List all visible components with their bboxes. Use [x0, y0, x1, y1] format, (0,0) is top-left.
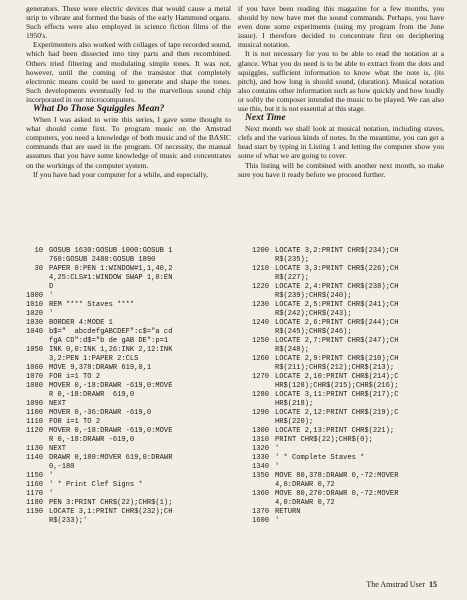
code-continuation: R$(248);: [275, 346, 310, 354]
line-number: 1030: [25, 319, 43, 327]
code-line: [18, 292, 172, 301]
line-number: 1350: [251, 472, 269, 480]
paragraph: It is not necessary for you to be able to read the notation at a glance. What you do need is to be able to extract from the dots and squiggles, sufficient information to know what the note is, (its pitch), and how long is should sound, (duration). Musical notation also contains other information such as how quickly and how loudly or softly the composer intended the music to be played. We can also use this, but it is not essential at this stage.: [238, 49, 444, 114]
code-line: [18, 409, 172, 418]
code-text: MOVER 0,-18:DRAWR -619,0:MOVE: [49, 382, 173, 390]
section-heading: Next Time: [245, 113, 286, 124]
line-number: 1300: [251, 427, 269, 435]
code-continuation: R 0,-18:DRAWR -619,0: [49, 436, 135, 444]
code-text: PEN 3:PRINT CHR$(22);CHR$(1);: [49, 499, 173, 507]
code-continuation: HR$(218);: [275, 400, 314, 408]
code-continuation: 760:GOSUB 2480:GOSUB 1890: [49, 256, 156, 264]
code-line: [18, 481, 172, 490]
code-continuation: R$(233);': [49, 517, 88, 525]
code-text: LOCATE 2,10:PRINT CHR$(214);C: [275, 373, 399, 381]
line-number: 1250: [251, 337, 269, 345]
code-text: PAPER 0:PEN 1:WINDOW#1,1,40,2: [49, 265, 173, 273]
code-line: [18, 373, 172, 382]
code-line: [18, 418, 172, 427]
line-number: 1270: [251, 373, 269, 381]
code-text: MOVE 80,378:DRAWR 0,-72:MOVER: [275, 472, 399, 480]
paragraph: generators. These were electric devices that would cause a metal strip to vibrate and formed the basis of the early Hammond organs. Such effects were also employed in science fiction films of the 1950's.: [26, 4, 231, 41]
code-line: [18, 247, 172, 265]
line-number: 1140: [25, 454, 43, 462]
code-line: [244, 373, 398, 391]
code-text: GOSUB 1630:GOSUB 1000:GOSUB 1: [49, 247, 173, 255]
line-number: 1290: [251, 409, 269, 417]
code-continuation: R 0,-18:DRAWR 619,0: [49, 391, 135, 399]
code-continuation: fgA CD":d$="b de gAB DE":p=1: [49, 337, 169, 345]
program-listing-right: [244, 247, 398, 526]
line-number: 1080: [25, 382, 43, 390]
code-text: LOCATE 3,1:PRINT CHR$(232);CH: [49, 508, 173, 516]
line-number: 1160: [25, 481, 43, 489]
code-text: LOCATE 2,4:PRINT CHR$(238);CH: [275, 283, 399, 291]
code-line: [18, 265, 172, 292]
code-text: BORDER 4:MODE 1: [49, 319, 113, 327]
paragraph: if you have been reading this magazine for a few months, you should by now have met the sound commands. Perhaps, you have even done some experiments (using my program from the June issue). I therefore decided to concentrate first on deciphering musical notation.: [238, 4, 444, 50]
code-line: [18, 319, 172, 328]
code-line: [18, 427, 172, 445]
line-number: 10: [34, 247, 43, 255]
code-line: [244, 265, 398, 283]
code-line: [244, 301, 398, 319]
program-listing-left: [18, 247, 172, 526]
line-number: 1310: [251, 436, 269, 444]
code-text: MOVER 0,-36:DRAWR -619,0: [49, 409, 152, 417]
section-heading: What Do Those Squiggles Mean?: [33, 104, 165, 115]
line-number: 1120: [25, 427, 43, 435]
code-text: ': [49, 472, 54, 480]
code-continuation: 4,0:DRAWR 0,72: [275, 481, 335, 489]
article-column-left: [26, 4, 231, 179]
line-number: 1040: [25, 328, 43, 336]
page-number: 15: [429, 580, 437, 589]
code-continuation: R$(245);CHR$(246);: [275, 328, 352, 336]
code-line: [244, 337, 398, 355]
code-text: NEXT: [49, 445, 67, 453]
line-number: 1000: [25, 292, 43, 300]
code-continuation: 0,-180: [49, 463, 75, 471]
code-line: [18, 472, 172, 481]
code-text: MOVE 9,378:DRAWR 619,0,1: [49, 364, 152, 372]
line-number: 1170: [25, 490, 43, 498]
code-line: [18, 382, 172, 400]
code-text: REM **** Staves ****: [49, 301, 135, 309]
code-continuation: 3,2:PEN 1:PAPER 2:CLS: [49, 355, 139, 363]
code-line: [18, 310, 172, 319]
line-number: 1070: [25, 373, 43, 381]
code-line: [244, 355, 398, 373]
code-line: [18, 364, 172, 373]
code-line: [244, 445, 398, 454]
line-number: 1360: [251, 490, 269, 498]
code-text: MOVE 80,270:DRAWR 0,-72:MOVER: [275, 490, 399, 498]
code-line: [18, 328, 172, 346]
code-text: FOR i=1 TO 2: [49, 418, 101, 426]
code-line: [18, 508, 172, 526]
code-text: DRAWR 0,180:MOVER 619,0:DRAWR: [49, 454, 173, 462]
code-line: [18, 490, 172, 499]
line-number: 1090: [25, 400, 43, 408]
code-line: [18, 400, 172, 409]
code-line: [244, 472, 398, 490]
code-text: LOCATE 3,2:PRINT CHR$(234);CH: [275, 247, 399, 255]
code-line: [244, 508, 398, 517]
code-text: LOCATE 3,3:PRINT CHR$(226);CH: [275, 265, 399, 273]
code-continuation: 4,25:CLS#1:WINDOW SWAP 1,0:EN: [49, 274, 173, 282]
code-line: [244, 454, 398, 463]
code-continuation: 4,0:DRAWR 0,72: [275, 499, 335, 507]
article-column-right: [238, 4, 444, 179]
code-line: [244, 490, 398, 508]
code-line: [244, 427, 398, 436]
code-line: [18, 301, 172, 310]
paragraph: Experimenters also worked with collages of tape recorded sound, which had been dissected into tiny parts and then recombined. Others tried filtering and modulating simple tones. It was not, however, until the coming of the transistor that completely electronic means could be used to generate and shape the tones. Such developments eventually led to the marvellous sound chip incorporated in our microcomputers.: [26, 40, 231, 104]
code-text: ': [275, 517, 280, 525]
code-text: FOR i=1 TO 2: [49, 373, 101, 381]
line-number: 1150: [25, 472, 43, 480]
page-footer: [366, 580, 437, 589]
line-number: 1010: [25, 301, 43, 309]
code-line: [244, 463, 398, 472]
code-line: [18, 346, 172, 364]
code-line: [244, 409, 398, 427]
code-text: LOCATE 2,6:PRINT CHR$(244);CH: [275, 319, 399, 327]
code-line: [244, 436, 398, 445]
paragraph: This listing will be combined with another next month, so make sure you have it ready before we proceed further.: [238, 160, 444, 179]
code-line: [244, 247, 398, 265]
code-text: LOCATE 2,9:PRINT CHR$(210);CH: [275, 355, 399, 363]
code-continuation: R$(211);CHR$(212);CHR$(213);: [275, 364, 395, 372]
line-number: 1340: [251, 463, 269, 471]
code-line: [18, 445, 172, 454]
line-number: 1060: [25, 364, 43, 372]
line-number: 1280: [251, 391, 269, 399]
code-continuation: R$(242);CHR$(243);: [275, 310, 352, 318]
code-line: [18, 454, 172, 472]
line-number: 1260: [251, 355, 269, 363]
line-number: 1190: [25, 508, 43, 516]
line-number: 1330: [251, 454, 269, 462]
line-number: 1370: [251, 508, 269, 516]
line-number: 1600: [251, 517, 269, 525]
line-number: 1020: [25, 310, 43, 318]
code-text: ': [275, 445, 280, 453]
code-text: ': [49, 292, 54, 300]
code-text: LOCATE 3,11:PRINT CHR$(217);C: [275, 391, 399, 399]
magazine-name: The Amstrad User: [366, 580, 425, 589]
line-number: 1100: [25, 409, 43, 417]
code-continuation: HR$(220);: [275, 418, 314, 426]
line-number: 1200: [251, 247, 269, 255]
line-number: 1050: [25, 346, 43, 354]
code-text: ': [275, 463, 280, 471]
code-continuation: R$(235);: [275, 256, 310, 264]
code-text: ': [49, 490, 54, 498]
code-text: NEXT: [49, 400, 67, 408]
code-text: b$=" abcdefgABCDEF":c$="a cd: [49, 328, 173, 336]
code-text: LOCATE 2,7:PRINT CHR$(247);CH: [275, 337, 399, 345]
code-continuation: R$(239);CHR$(240);: [275, 292, 352, 300]
code-line: [18, 499, 172, 508]
code-text: LOCATE 2,5:PRINT CHR$(241);CH: [275, 301, 399, 309]
code-line: [244, 319, 398, 337]
line-number: 1110: [25, 418, 43, 426]
line-number: 1180: [25, 499, 43, 507]
code-continuation: D: [49, 283, 54, 291]
paragraph: If you have had your computer for a while, and especially,: [33, 169, 208, 179]
line-number: 1130: [25, 445, 43, 453]
code-text: ' * Print Clef Signs *: [49, 481, 143, 489]
line-number: 1240: [251, 319, 269, 327]
code-line: [244, 283, 398, 301]
code-text: RETURN: [275, 508, 301, 516]
line-number: 1320: [251, 445, 269, 453]
code-text: MOVER 0,-18:DRAWR -619,0:MOVE: [49, 427, 173, 435]
code-text: PRINT CHR$(22);CHR$(0);: [275, 436, 373, 444]
code-line: [244, 517, 398, 526]
code-text: LOCATE 2,12:PRINT CHR$(219);C: [275, 409, 399, 417]
code-text: ' * Complete Staves *: [275, 454, 365, 462]
code-text: ': [49, 310, 54, 318]
paragraph: Next month we shall look at musical notation, including staves, clefs and the various kinds of notes. In the meantime, you can get a head start by typing in Listing 1 and letting the computer show you some of what we are going to cover.: [238, 124, 444, 161]
line-number: 1210: [251, 265, 269, 273]
code-line: [244, 391, 398, 409]
line-number: 1230: [251, 301, 269, 309]
code-text: INK 0,0:INK 1,26:INK 2,12:INK: [49, 346, 173, 354]
code-text: LOCATE 2,13:PRINT CHR$(221);: [275, 427, 395, 435]
paragraph: When I was asked to write this series, I gave some thought to what should come first. To program music on the Amstrad computers, you need a knowledge of both music and of the BASIC commands that are used in the program. Of necessity, the manual assumes that you have some knowledge of music and concentrates on the workings of the computer system.: [26, 115, 231, 170]
code-continuation: HR$(128);CHR$(215);CHR$(216);: [275, 382, 399, 390]
line-number: 30: [34, 265, 43, 273]
code-continuation: R$(227);: [275, 274, 310, 282]
line-number: 1220: [251, 283, 269, 291]
